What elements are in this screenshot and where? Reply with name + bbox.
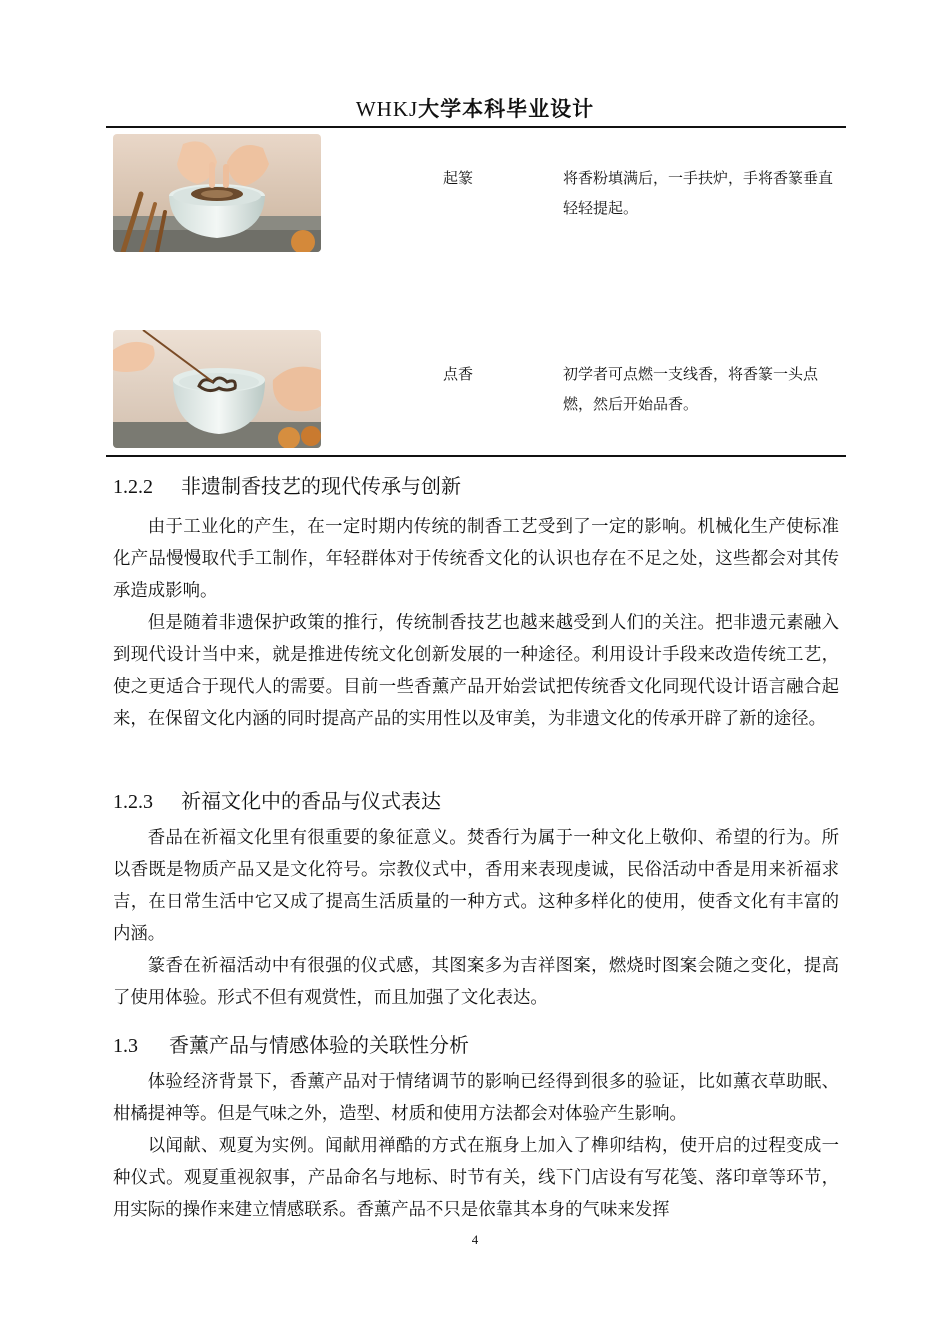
paragraph: 香品在祈福文化里有很重要的象征意义。焚香行为属于一种文化上敬仰、希望的行为。所以香既是物质产品又是文化符号。宗教仪式中，香用来表现虔诚，民俗活动中香是用来祈福求吉，在日常生活中它又成了提高生活质量的一种方式。这种多样化的使用，使香文化有丰富的内涵。: [113, 828, 839, 944]
header-title: 大学本科毕业设计: [418, 96, 595, 121]
header-prefix: WHKJ: [355, 97, 419, 121]
page-number: 4: [471, 1232, 479, 1247]
section-heading: [113, 1029, 469, 1058]
section-title: 香薰产品与情感体验的关联性分析: [169, 1033, 469, 1057]
section-number: 1.3: [113, 1035, 138, 1057]
header-rule: [106, 126, 846, 128]
qizhuan-photo: [113, 134, 321, 252]
document-header: [0, 93, 950, 123]
section-heading: [113, 470, 461, 499]
step-name: 起篆: [443, 169, 474, 187]
section-number: 1.2.2: [113, 476, 153, 498]
paragraph: 篆香在祈福活动中有很强的仪式感，其图案多为吉祥图案，燃烧时图案会随之变化，提高了使用体验。形式不但有观赏性，而且加强了文化表达。: [113, 956, 839, 1008]
table-bottom-rule: [106, 455, 846, 457]
paragraph: 由于工业化的产生，在一定时期内传统的制香工艺受到了一定的影响。机械化生产使标准化产品慢慢取代手工制作，年轻群体对于传统香文化的认识也存在不足之处，这些都会对其传承造成影响。: [113, 517, 839, 601]
paragraph: 体验经济背景下，香薰产品对于情绪调节的影响已经得到很多的验证，比如薰衣草助眠、柑橘提神等。但是气味之外，造型、材质和使用方法都会对体验产生影响。: [113, 1072, 839, 1124]
step-description: 初学者可点燃一支线香，将香篆一头点燃，然后开始品香。: [563, 365, 819, 413]
paragraph: 但是随着非遗保护政策的推行，传统制香技艺也越来越受到人们的关注。把非遗元素融入到现代设计当中来，就是推进传统文化创新发展的一种途径。利用设计手段来改造传统工艺，使之更适合于现代人的需要。目前一些香薰产品开始尝试把传统香文化同现代设计语言融合起来，在保留文化内涵的同时提高产品的实用性以及审美，为非遗文化的传承开辟了新的途径。: [113, 613, 839, 729]
step-description: 将香粉填满后，一手扶炉，手将香篆垂直轻轻提起。: [563, 169, 834, 217]
section-title: 祈福文化中的香品与仪式表达: [181, 789, 441, 813]
section-number: 1.2.3: [113, 791, 153, 813]
section-heading: [113, 785, 441, 814]
paragraph: 以闻献、观夏为实例。闻献用禅酷的方式在瓶身上加入了榫卯结构，使开启的过程变成一种仪式。观夏重视叙事，产品命名与地标、时节有关，线下门店设有写花笺、落印章等环节，用实际的操作来建立情感联系。香薰产品不只是依靠其本身的气味来发挥: [113, 1136, 839, 1220]
dianxiang-photo: [113, 330, 321, 448]
section-title: 非遗制香技艺的现代传承与创新: [181, 474, 461, 498]
step-name: 点香: [443, 365, 474, 383]
